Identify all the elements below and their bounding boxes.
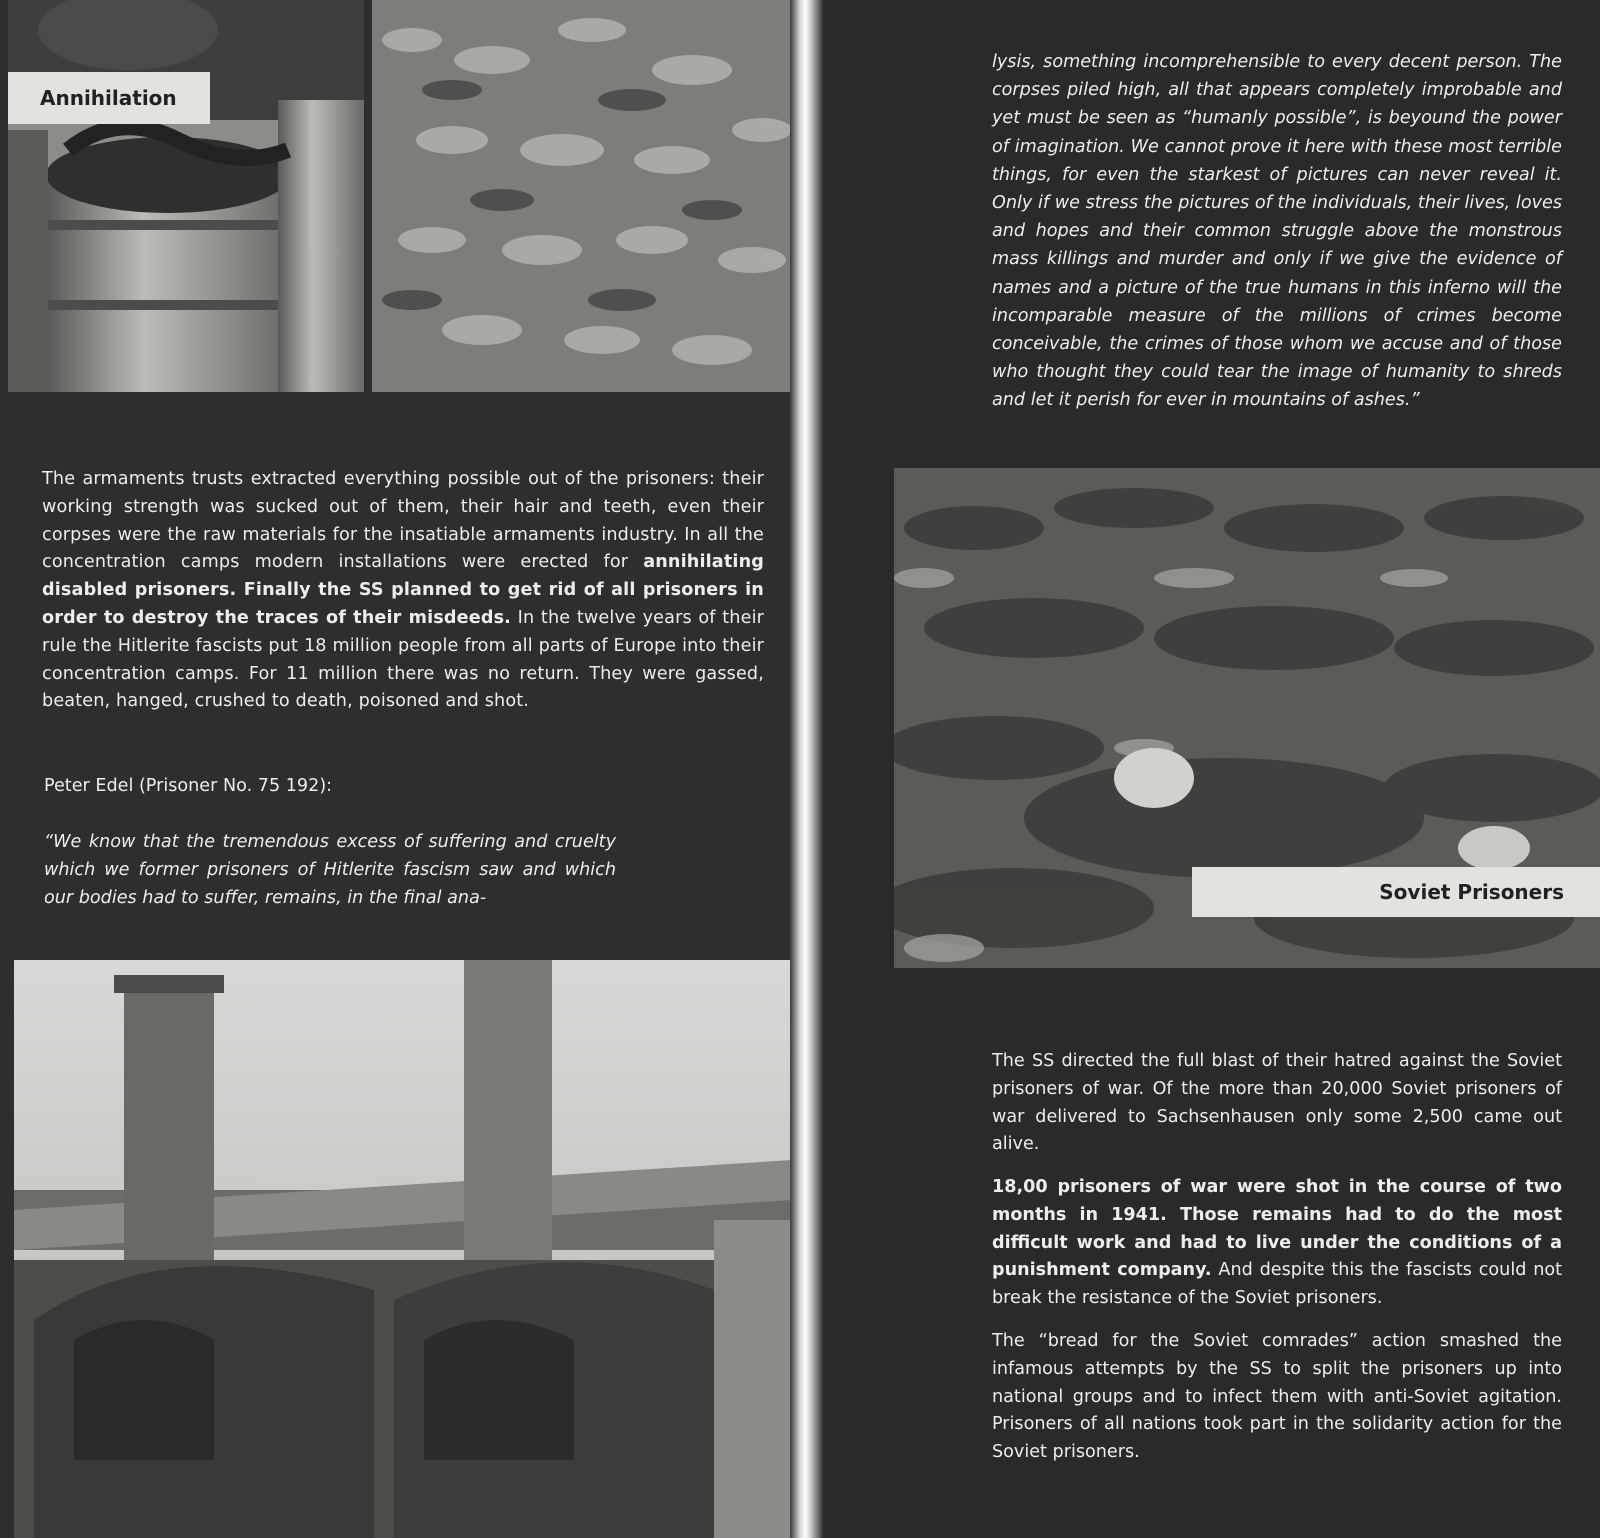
soviet-paragraph-2-bold: 18,00 prisoners of war were shot in the course of two months in 1941. Those remains had to do the most difficult work and had to live under the conditions of a punishment company. [992,1177,1562,1281]
soviet-paragraph-2-end: And despite this the fascists could not break the resistance of the Soviet prisoners. [992,1260,1563,1309]
armaments-paragraph [42,466,764,716]
annihilation-caption: Annihilation [8,72,210,124]
soviet-paragraph-1: The SS directed the full blast of their hatred against the Soviet prisoners of war. Of the more than 20,000 Soviet prisoners of war delivered to Sachsenhausen only some 2,500 came out alive. [992,1051,1562,1155]
speaker-attribution: Peter Edel (Prisoner No. 75 192): [44,776,333,796]
armaments-text-bold: annihilating disabled prisoners. Finally the SS planned to get rid of all prisoners in order to destroy the traces of their misdeeds. [42,552,764,628]
edel-quote-end: lysis, something incomprehensible to every decent person. The corpses piled high, all that appears completely improbable and yet must be seen as “humanly possible”, is beyound the power of imagination. We cannot prove it here with these most terrible things, for even the starkest of pictures can never reveal it. Only if we stress the pictures of the individuals, their lives, loves and hopes and their common struggle above the monstrous mass killings and murder and only if we give the evidence of names and a picture of the true humans in this inferno will the incomparable measure of the millions of crimes become conceivable, the crimes of those whom we accuse and of those who thought they could tear the image of humanity to shreds and let it perish for ever in mountains of ashes.” [992,52,1562,411]
barrels-photo [8,0,364,392]
soviet-paragraph-2 [992,1174,1562,1313]
crematorium-photo [14,960,792,1538]
shoes-photo [372,0,792,392]
armaments-text-end: In the twelve years of their rule the Hitlerite fascists put 18 million people from all parts of Europe into their concentration camps. For 11 million there was no return. They were gassed, beaten, hanged, crushed to death, poisoned and shot. [42,607,764,712]
soviet-prisoners-caption: Soviet Prisoners [1192,867,1600,917]
soviet-paragraph-3: The “bread for the Soviet comrades” action smashed the infamous attempts by the SS to split the prisoners up into national groups and to infect them with anti-Soviet agitation. Prisoners of all nations took part in the solidarity action for the Soviet prisoners. [992,1331,1562,1463]
book-gutter [790,0,824,1538]
armaments-text-regular: The armaments trusts extracted everything possible out of the prisoners: their working strength was sucked out of them, their hair and teeth, even their corpses were the raw materials for the insatiable armaments industry. In all the concentration camps modern installations were erected for [42,469,764,573]
edel-quote-start: “We know that the tremendous excess of suffering and cruelty which we former prisoners of Hitlerite fascism saw and which our bodies had to suffer, remains, in the final ana- [44,832,616,908]
